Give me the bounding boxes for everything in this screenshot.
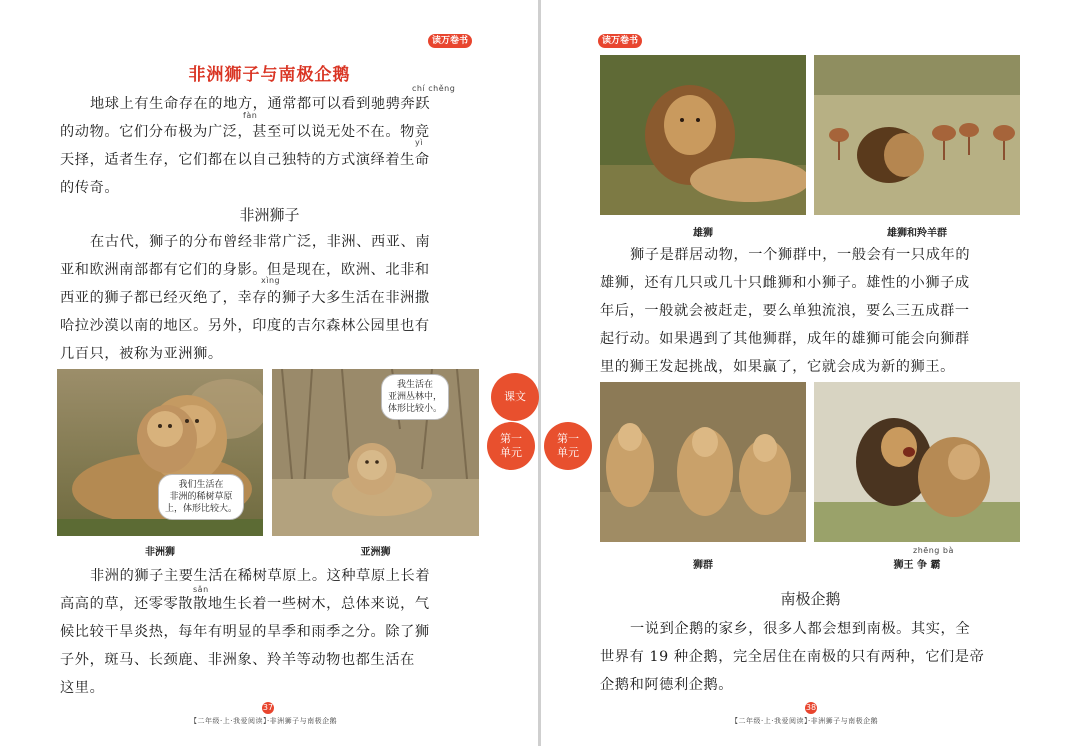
caption-lion-antelope: 雄狮和羚羊群 [887, 228, 947, 239]
pinyin-zhengba: zhēng bà [913, 546, 954, 555]
series-badge: 读万卷书 [428, 34, 472, 48]
left-page [0, 0, 539, 746]
page-number: 37 [262, 703, 274, 712]
unit-tab-label [557, 432, 579, 460]
lion-fight-photo [814, 382, 1020, 542]
unit-tab-left[interactable] [487, 422, 535, 470]
lion-pride-photo [600, 382, 806, 542]
text-line: 西亚的狮子都已经灭绝了，幸存的狮子大多生活在非洲撒 [60, 290, 430, 306]
caption-male-lion: 雄狮 [693, 228, 713, 239]
text-line: 里的狮王发起挑战，如果赢了，它就会成为新的狮王。 [600, 359, 955, 375]
pride-paragraph [600, 241, 970, 381]
page-title: 非洲狮子与南极企鹅 [188, 65, 351, 85]
caption-lion-fight: 狮王 争 霸 [893, 560, 941, 571]
caption-asian-lion: 亚洲狮 [360, 547, 391, 558]
text-line: 高高的草，还零零散散地生长着一些树木，总体来说，气 [60, 596, 430, 612]
lion-paragraph-2 [60, 562, 430, 702]
page-number: 38 [805, 703, 817, 712]
bubble-line: 亚洲丛林中， [388, 392, 443, 402]
pinyin-chicheng: chí chěng [412, 84, 456, 93]
text-line: 子外，斑马、长颈鹿、非洲象、羚羊等动物也都生活在 [60, 652, 415, 668]
lion-paragraph-1 [60, 228, 430, 368]
bubble-line: 体形比较小。 [388, 404, 443, 414]
page-footer: 【二年级·上·我爱阅读】·非洲狮子与南极企鹅 [190, 717, 338, 725]
speech-bubble-asian-lion [381, 374, 449, 420]
text-line: 狮子是群居动物，一个狮群中，一般会有一只成年的 [630, 247, 971, 263]
pinyin-yi: yì [415, 138, 423, 147]
lesson-tab-label: 课文 [504, 390, 526, 403]
lion-fight-image [814, 382, 1020, 542]
text-line: 这里。 [60, 680, 105, 696]
text-line: 地球上有生命存在的地方，通常都可以看到驰骋奔跃 [90, 96, 431, 112]
lion-antelope-photo [814, 55, 1020, 215]
text-line: 在古代，狮子的分布曾经非常广泛，非洲、西亚、南 [90, 234, 431, 250]
unit-tab-right[interactable] [544, 422, 592, 470]
male-lion-image [600, 55, 806, 215]
caption-african-lion: 非洲狮 [145, 547, 175, 558]
lesson-tab[interactable] [491, 373, 539, 421]
text-line: 企鹅和阿德利企鹅。 [600, 677, 734, 693]
text-line: 哈拉沙漠以南的地区。另外，印度的吉尔森林公园里也有 [60, 318, 430, 334]
text-line: 非洲的狮子主要生活在稀树草原上。这种草原上长着 [90, 568, 431, 584]
male-lion-photo [600, 55, 806, 215]
caption-lion-pride: 狮群 [693, 560, 713, 571]
unit-tab-line: 第一 [500, 432, 522, 445]
penguin-paragraph [600, 615, 984, 699]
bubble-line: 非洲的稀树草原 [169, 492, 233, 502]
speech-bubble-african-lion [158, 474, 244, 520]
text-line: 雄狮，还有几只或几十只雌狮和小狮子。雄性的小狮子成 [600, 275, 970, 291]
text-line: 起行动。如果遇到了其他狮群，成年的雄狮可能会向狮群 [600, 331, 970, 347]
bubble-line: 我生活在 [397, 380, 434, 390]
text-line: 候比较干旱炎热，每年有明显的旱季和雨季之分。除了狮 [60, 624, 430, 640]
text-line: 年后，一般就会被赶走，要么单独流浪，要么三五成群一 [600, 303, 970, 319]
pinyin-xing: xìng [261, 276, 281, 285]
pinyin-fan: fàn [243, 111, 258, 120]
unit-tab-label [500, 432, 522, 460]
text-line: 世界有 19 种企鹅，完全居住在南极的只有两种，它们是帝 [600, 649, 985, 665]
bubble-line: 我们生活在 [178, 480, 224, 490]
intro-paragraph [60, 90, 430, 202]
lion-antelope-image [814, 55, 1020, 215]
series-badge: 读万卷书 [598, 34, 642, 48]
page-footer: 【二年级·上·我爱阅读】·非洲狮子与南极企鹅 [731, 717, 879, 725]
lion-pride-image [600, 382, 806, 542]
unit-tab-line: 单元 [557, 446, 579, 459]
text-line: 一说到企鹅的家乡，很多人都会想到南极。其实，全 [630, 621, 971, 637]
bubble-line: 上，体形比较大。 [165, 504, 238, 514]
pinyin-san: sǎn [193, 585, 209, 594]
right-page [541, 0, 1080, 746]
unit-tab-line: 第一 [557, 432, 579, 445]
text-line: 的动物。它们分布极为广泛，甚至可以说无处不在。物竞 [60, 124, 430, 140]
text-line: 亚和欧洲南部都有它们的身影。但是现在，欧洲、北非和 [60, 262, 430, 278]
text-line: 的传奇。 [60, 180, 120, 196]
unit-tab-line: 单元 [500, 446, 522, 459]
text-line: 天择，适者生存，它们都在以自己独特的方式演绎着生命 [60, 152, 430, 168]
section-heading-penguin: 南极企鹅 [780, 590, 841, 608]
section-heading-africa-lion: 非洲狮子 [239, 206, 300, 224]
text-line: 几百只，被称为亚洲狮。 [60, 346, 223, 362]
